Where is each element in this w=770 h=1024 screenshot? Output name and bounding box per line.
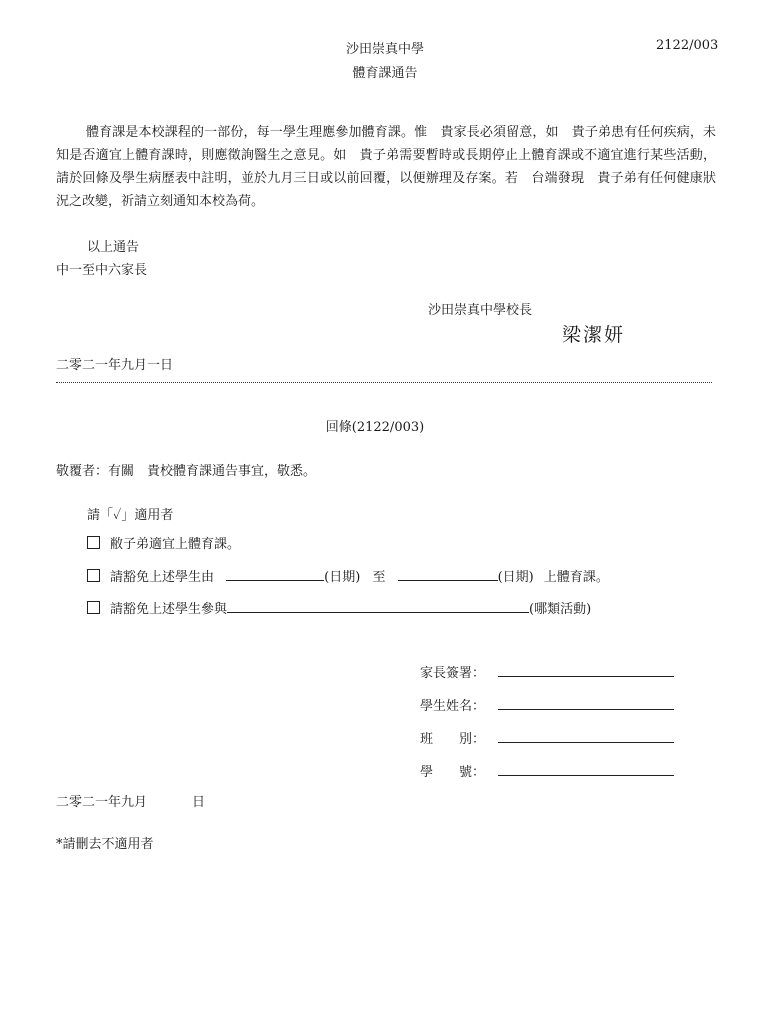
option-row-2: [87, 566, 609, 585]
option-1-label: 敝子弟適宜上體育課。: [110, 537, 241, 552]
class-field: [420, 728, 674, 747]
option-row-3: [87, 598, 591, 617]
tear-off-line: [56, 382, 712, 383]
recipients: 中一至中六家長: [56, 263, 148, 278]
student-number-blank[interactable]: [498, 762, 674, 776]
footnote: *請刪去不適用者: [56, 837, 154, 852]
option-1-checkbox[interactable]: [87, 536, 100, 549]
reply-salutation: 敬覆者：有關 貴校體育課通告事宜，敬悉。: [56, 464, 317, 479]
start-date-blank[interactable]: [226, 568, 324, 581]
notice-paragraph: 體育課是本校課程的一部份，每一學生理應參加體育課。惟 貴家長必須留意，如 貴子弟患有任何疾病，未知是否適宜上體育課時，則應徵詢醫生之意見。如 貴子弟需要暫時或長期停止上體育課或不適宜進行某些活動，請於回條及學生病歷表中註明，並於九月三日或以前回覆，以便辦理及存案。若 台端發現 貴子弟有任何健康狀況之改變，祈請立刻通知本校為荷。: [56, 125, 716, 209]
closing-text: 以上通告: [87, 240, 140, 255]
end-date-label: (日期): [497, 570, 534, 585]
school-name: 沙田崇真中學: [345, 42, 424, 57]
option-2-checkbox[interactable]: [87, 569, 100, 582]
signer-title: 沙田崇真中學校長: [428, 303, 533, 318]
student-number-label: 學 號：: [420, 765, 486, 780]
student-name-label: 學生姓名：: [420, 699, 486, 714]
option-2-suffix: 上體育課。: [543, 570, 609, 585]
parent-signature-label: 家長簽署：: [420, 666, 486, 681]
class-label: 班 別：: [420, 732, 486, 747]
reference-number: 2122/003: [656, 38, 719, 53]
reply-date-prefix: 二零二一年九月: [56, 795, 148, 810]
activity-blank[interactable]: [227, 600, 529, 613]
option-row-1: [87, 533, 240, 552]
start-date-label: (日期): [324, 570, 361, 585]
option-2-to: 至: [372, 570, 386, 585]
student-number-field: [420, 761, 674, 780]
option-2-prefix: 請豁免上述學生由: [110, 570, 215, 585]
parent-signature-blank[interactable]: [498, 663, 674, 677]
signer-signature: 梁潔妍: [562, 324, 626, 346]
notice-date: 二零二一年九月一日: [56, 358, 174, 373]
class-blank[interactable]: [498, 729, 674, 743]
student-name-blank[interactable]: [498, 696, 674, 710]
notice-title: 體育課通告: [352, 66, 418, 81]
reply-date: [56, 791, 205, 810]
reply-slip-title: 回條(2122/003): [325, 420, 425, 435]
option-3-suffix: (哪類活動): [529, 602, 592, 617]
option-3-checkbox[interactable]: [87, 601, 100, 614]
option-3-prefix: 請豁免上述學生參與: [110, 602, 228, 617]
reply-instruction: 請「✓」適用者: [87, 508, 174, 523]
parent-signature-field: [420, 662, 674, 681]
student-name-field: [420, 695, 674, 714]
reply-date-day: 日: [192, 795, 206, 810]
end-date-blank[interactable]: [398, 568, 498, 581]
